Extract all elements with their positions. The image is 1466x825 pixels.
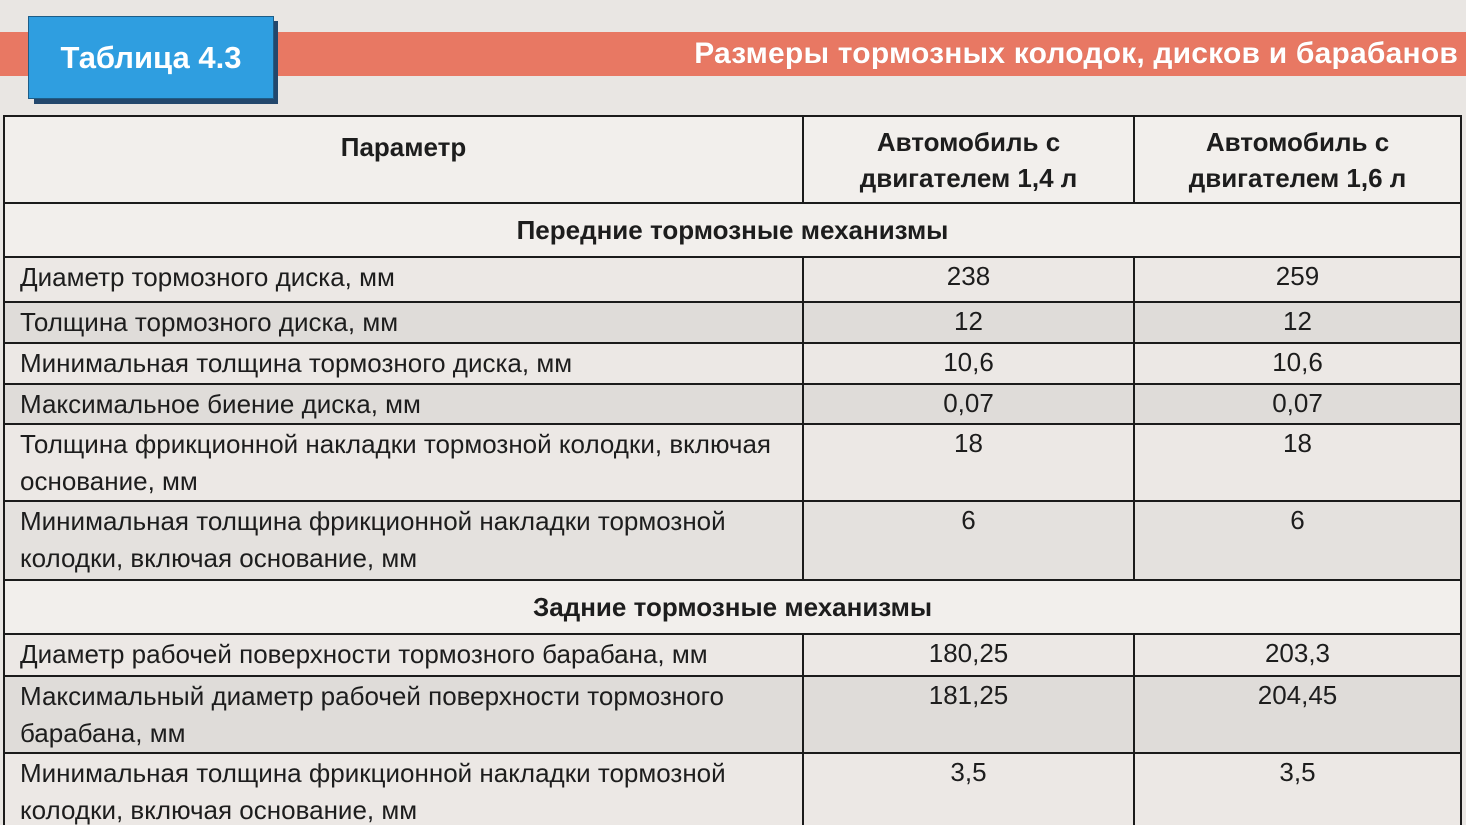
table-row	[5, 634, 1460, 676]
table-row	[5, 424, 1460, 501]
column-header-parameter: Параметр	[5, 117, 803, 203]
param-cell: Минимальная толщина фрикционной накладки тормозной колодки, включая основание, мм	[5, 753, 803, 825]
table-row	[5, 753, 1460, 825]
table-row	[5, 384, 1460, 424]
section-title-rear: Задние тормозные механизмы	[5, 580, 1460, 634]
value-cell-1-4: 181,25	[803, 676, 1134, 753]
value-cell-1-4: 18	[803, 424, 1134, 501]
value-cell-1-4: 12	[803, 302, 1134, 343]
value-cell-1-6: 18	[1134, 424, 1460, 501]
value-cell-1-6: 12	[1134, 302, 1460, 343]
table-row	[5, 257, 1460, 302]
table-title: Размеры тормозных колодок, дисков и барабанов	[694, 37, 1458, 70]
table-badge: Таблица 4.3	[28, 16, 274, 99]
value-cell-1-4: 238	[803, 257, 1134, 302]
param-cell: Максимальное биение диска, мм	[5, 384, 803, 424]
value-cell-1-4: 10,6	[803, 343, 1134, 384]
value-cell-1-6: 3,5	[1134, 753, 1460, 825]
param-cell: Диаметр тормозного диска, мм	[5, 257, 803, 302]
value-cell-1-4: 0,07	[803, 384, 1134, 424]
value-cell-1-6: 203,3	[1134, 634, 1460, 676]
value-cell-1-4: 3,5	[803, 753, 1134, 825]
data-table	[5, 117, 1460, 825]
param-cell: Толщина тормозного диска, мм	[5, 302, 803, 343]
value-cell-1-6: 0,07	[1134, 384, 1460, 424]
section-row-rear	[5, 580, 1460, 634]
section-row-front	[5, 203, 1460, 257]
table-row	[5, 676, 1460, 753]
table-row	[5, 501, 1460, 580]
table-header-row	[5, 117, 1460, 203]
table-row	[5, 302, 1460, 343]
value-cell-1-6: 6	[1134, 501, 1460, 580]
brake-dimensions-table	[3, 115, 1462, 825]
param-cell: Толщина фрикционной накладки тормозной колодки, включая основание, мм	[5, 424, 803, 501]
value-cell-1-4: 6	[803, 501, 1134, 580]
table-row	[5, 343, 1460, 384]
param-cell: Минимальная толщина тормозного диска, мм	[5, 343, 803, 384]
value-cell-1-4: 180,25	[803, 634, 1134, 676]
value-cell-1-6: 204,45	[1134, 676, 1460, 753]
section-title-front: Передние тормозные механизмы	[5, 203, 1460, 257]
column-header-engine-1-6: Автомобиль с двигателем 1,6 л	[1134, 117, 1460, 203]
param-cell: Максимальный диаметр рабочей поверхности тормозного барабана, мм	[5, 676, 803, 753]
param-cell: Диаметр рабочей поверхности тормозного барабана, мм	[5, 634, 803, 676]
value-cell-1-6: 10,6	[1134, 343, 1460, 384]
column-header-engine-1-4: Автомобиль с двигателем 1,4 л	[803, 117, 1134, 203]
value-cell-1-6: 259	[1134, 257, 1460, 302]
param-cell: Минимальная толщина фрикционной накладки тормозной колодки, включая основание, мм	[5, 501, 803, 580]
